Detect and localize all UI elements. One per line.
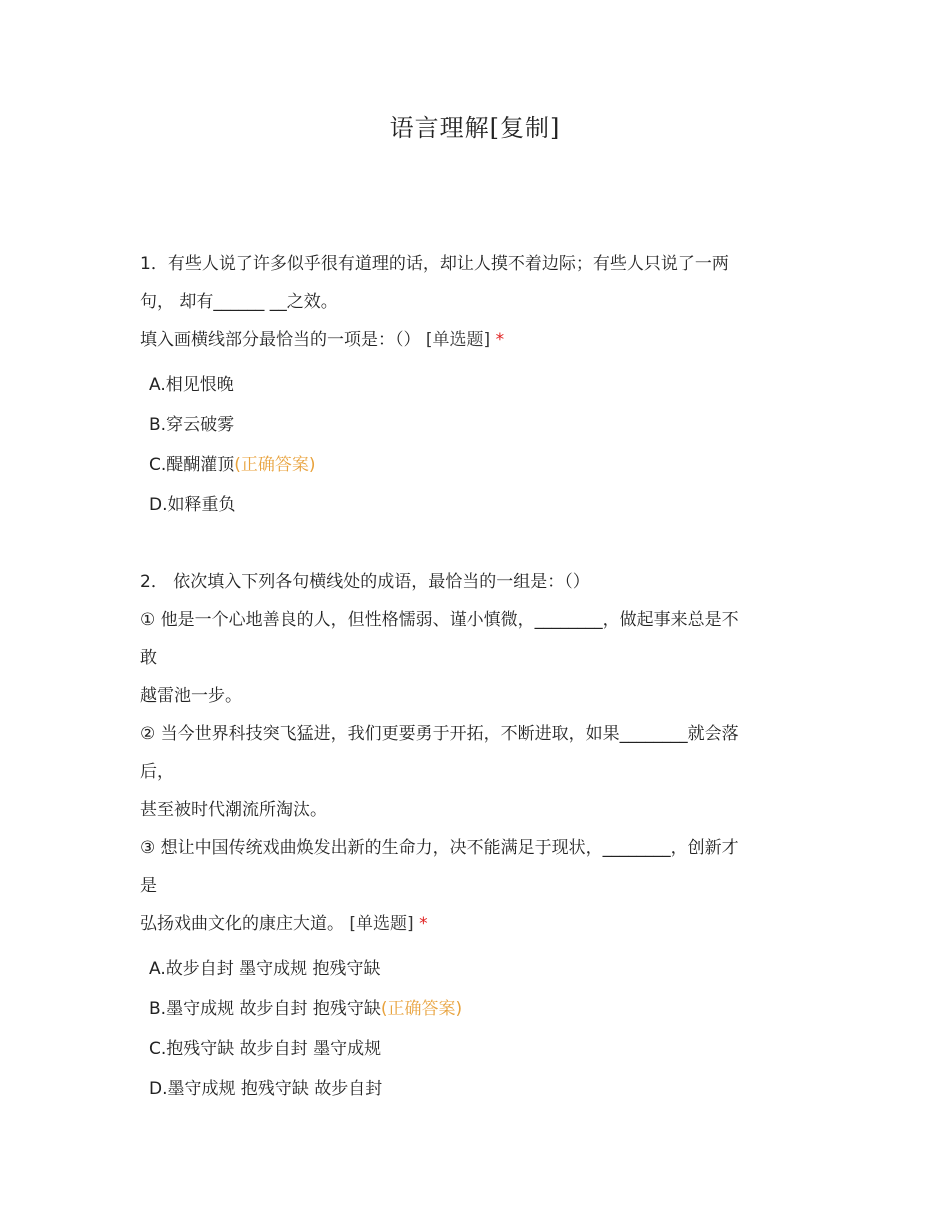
- question-stem-line-last: [140, 905, 805, 943]
- question-stem-line: 后，: [140, 762, 174, 782]
- question-1: [140, 245, 805, 525]
- option-d[interactable]: [140, 485, 805, 525]
- question-stem-text: 填入画横线部分最恰当的一项是：（）: [140, 330, 421, 350]
- option-text: A.相见恨晚: [149, 375, 234, 395]
- option-text: C.抱残守缺 故步自封 墨守成规: [149, 1039, 382, 1059]
- option-text: A.故步自封 墨守成规 抱残守缺: [149, 959, 381, 979]
- option-list: [140, 365, 805, 525]
- question-2: [140, 563, 805, 1109]
- option-c[interactable]: [140, 1029, 805, 1069]
- question-stem-line: ① 他是一个心地善良的人，但性格懦弱、谨小慎微，________，做起事来总是不: [140, 610, 739, 630]
- correct-answer-label: (正确答案): [380, 999, 463, 1019]
- option-text: B.穿云破雾: [149, 415, 235, 435]
- required-mark: *: [419, 914, 428, 934]
- option-a[interactable]: [140, 365, 805, 405]
- question-type-label: [单选题]: [349, 914, 414, 934]
- question-stem-line: ② 当今世界科技突飞猛进，我们更要勇于开拓，不断进取，如果________就会落: [140, 724, 739, 744]
- option-b[interactable]: [140, 989, 805, 1029]
- page-title: 语言理解[复制]: [389, 114, 561, 142]
- question-stem-text: 弘扬戏曲文化的康庄大道。: [140, 914, 344, 934]
- option-b[interactable]: [140, 405, 805, 445]
- question-stem-line: 敢: [140, 648, 157, 668]
- question-stem-line: 句， 却有______ __之效。: [140, 292, 338, 312]
- question-stem-line: 是: [140, 876, 157, 896]
- question-stem-line: 2． 依次填入下列各句横线处的成语，最恰当的一组是：（）: [140, 572, 590, 592]
- question-stem-line: 1．有些人说了许多似乎很有道理的话，却让人摸不着边际；有些人只说了一两: [140, 254, 729, 274]
- option-a[interactable]: [140, 949, 805, 989]
- option-list: [140, 949, 805, 1109]
- option-text: C.醍醐灌顶: [149, 455, 235, 475]
- correct-answer-label: (正确答案): [234, 455, 316, 475]
- option-text: D.墨守成规 抱残守缺 故步自封: [149, 1079, 383, 1099]
- question-stem-line: ③ 想让中国传统戏曲焕发出新的生命力，决不能满足于现状，________，创新才: [140, 838, 739, 858]
- question-type-label: [单选题]: [425, 330, 491, 350]
- question-stem-line-last: [140, 321, 805, 359]
- required-mark: *: [495, 330, 505, 350]
- option-text: D.如释重负: [149, 495, 236, 515]
- question-stem-line: 越雷池一步。: [140, 686, 242, 706]
- option-text: B.墨守成规 故步自封 抱残守缺: [149, 999, 381, 1019]
- option-d[interactable]: [140, 1069, 805, 1109]
- option-c[interactable]: [140, 445, 805, 485]
- question-stem-line: 甚至被时代潮流所淘汰。: [140, 800, 327, 820]
